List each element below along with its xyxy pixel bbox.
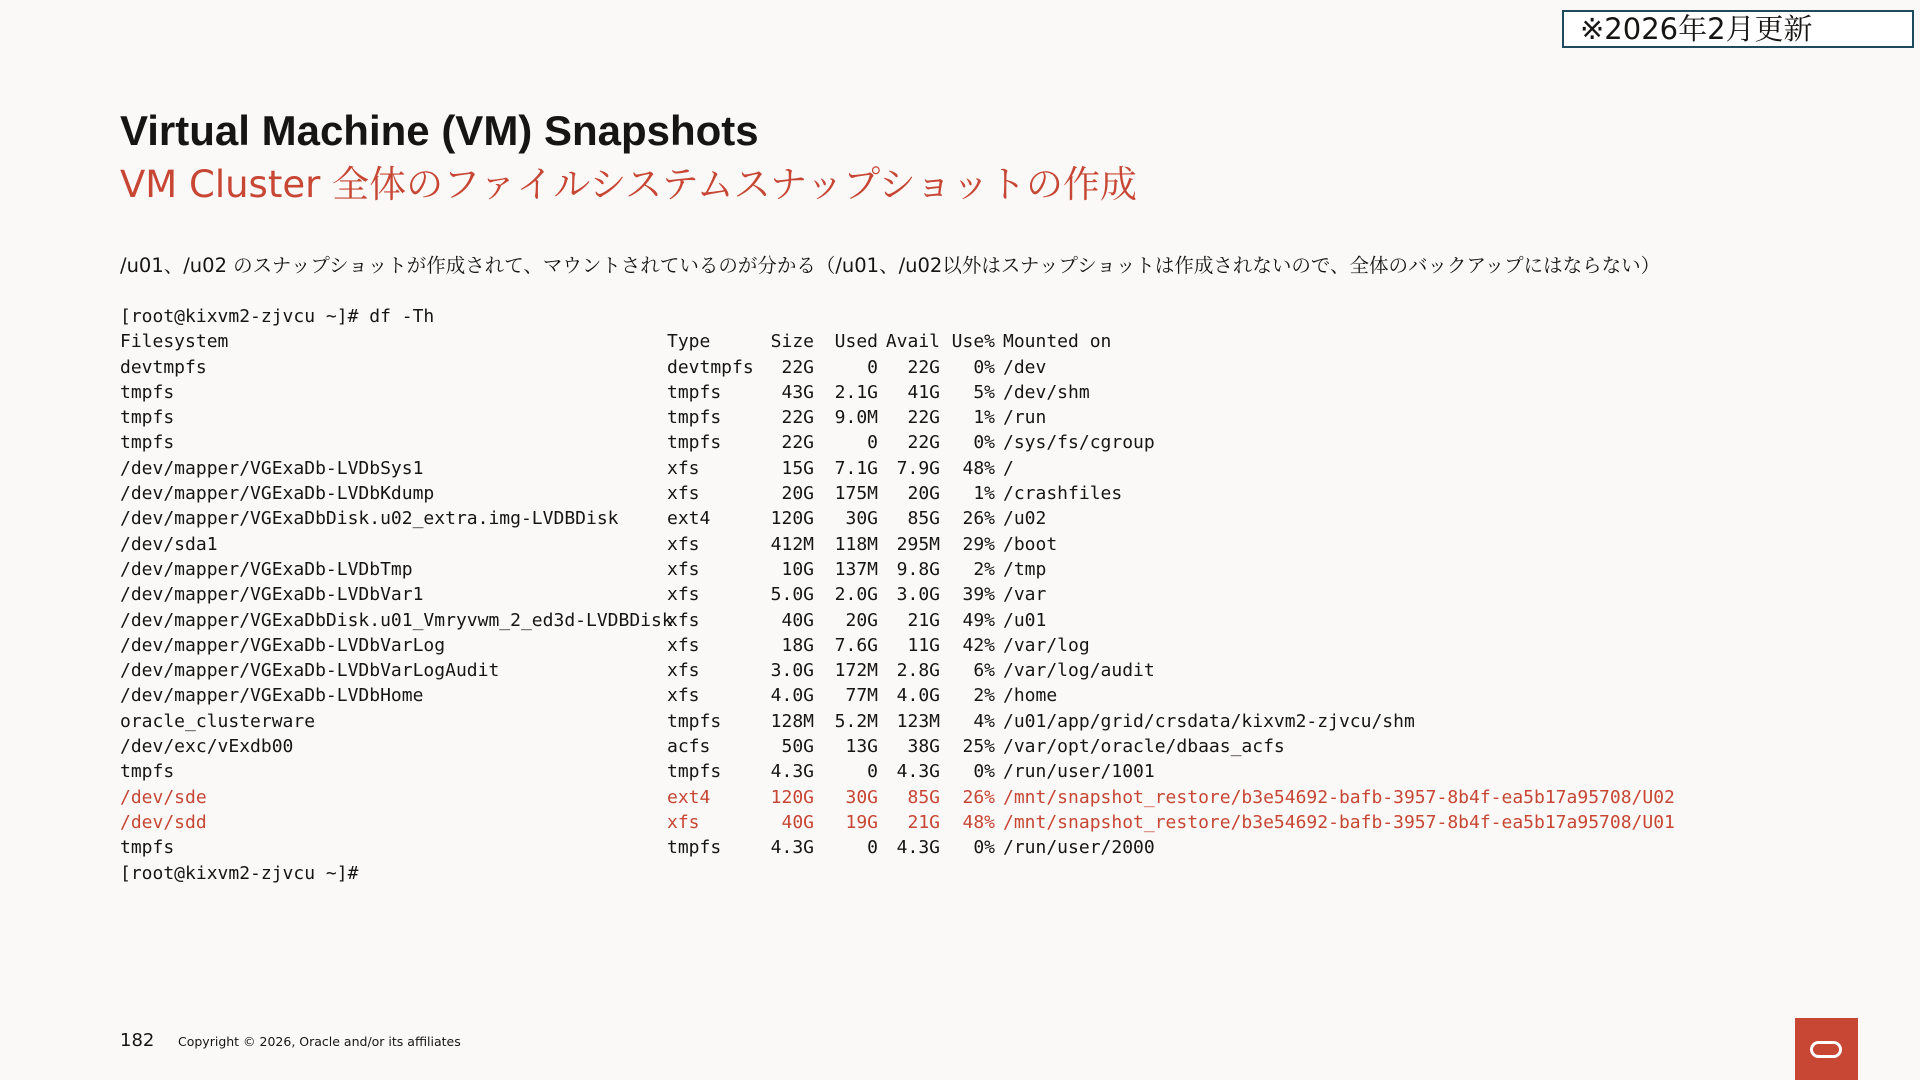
row-size: 4.0G: [770, 685, 814, 707]
row-used: 118M: [834, 533, 878, 555]
row-filesystem: tmpfs: [120, 432, 175, 454]
page-title: Virtual Machine (VM) Snapshots: [120, 107, 759, 154]
copyright-text: Copyright © 2026, Oracle and/or its affiliates: [178, 1034, 461, 1049]
row-avail: 85G: [907, 508, 940, 530]
row-type: xfs: [667, 609, 700, 631]
row-use-percent: 0%: [973, 837, 995, 859]
row-type: xfs: [667, 533, 700, 555]
row-use-percent: 0%: [973, 761, 995, 783]
row-use-percent: 1%: [973, 483, 995, 505]
row-size: 40G: [781, 609, 814, 631]
row-type: xfs: [667, 685, 700, 707]
row-type: devtmpfs: [667, 356, 754, 378]
row-filesystem: /dev/mapper/VGExaDb-LVDbTmp: [120, 558, 413, 580]
row-type: tmpfs: [667, 837, 722, 859]
row-used: 19G: [845, 811, 878, 833]
row-filesystem: tmpfs: [120, 407, 175, 429]
row-used: 7.1G: [834, 457, 878, 479]
row-avail: 22G: [907, 407, 940, 429]
header-filesystem: Filesystem: [120, 331, 229, 353]
row-mounted-on: /home: [1003, 685, 1058, 707]
row-filesystem: /dev/mapper/VGExaDb-LVDbSys1: [120, 457, 424, 479]
row-used: 13G: [845, 736, 878, 758]
row-filesystem: /dev/mapper/VGExaDb-LVDbHome: [120, 685, 424, 707]
row-mounted-on: /dev: [1003, 356, 1047, 378]
row-avail: 123M: [896, 710, 940, 732]
row-filesystem: /dev/mapper/VGExaDb-LVDbKdump: [120, 483, 435, 505]
row-used: 7.6G: [834, 634, 878, 656]
row-avail: 20G: [907, 483, 940, 505]
df-row: [120, 481, 1123, 506]
header-size: Size: [770, 331, 814, 353]
row-size: 50G: [781, 736, 814, 758]
prompt-line: [root@kixvm2-zjvcu ~]#: [120, 862, 359, 884]
row-avail: 11G: [907, 634, 940, 656]
row-used: 2.1G: [834, 381, 878, 403]
oracle-ring-shape: [1810, 1041, 1842, 1058]
row-avail: 38G: [907, 736, 940, 758]
row-use-percent: 29%: [962, 533, 995, 555]
header-used: Used: [834, 331, 878, 353]
row-filesystem: /dev/mapper/VGExaDbDisk.u02_extra.img-LVDBDisk: [120, 508, 619, 530]
df-row: [120, 734, 1285, 759]
df-row: [120, 835, 1155, 860]
row-use-percent: 42%: [962, 634, 995, 656]
row-size: 128M: [770, 710, 814, 732]
df-row: [120, 380, 1090, 405]
row-type: xfs: [667, 558, 700, 580]
row-size: 412M: [770, 533, 814, 555]
row-used: 30G: [845, 508, 878, 530]
row-mounted-on: /crashfiles: [1003, 483, 1123, 505]
row-size: 15G: [781, 457, 814, 479]
row-avail: 21G: [907, 811, 940, 833]
row-use-percent: 39%: [962, 584, 995, 606]
df-row: [120, 658, 1155, 683]
row-use-percent: 2%: [973, 558, 995, 580]
row-filesystem: tmpfs: [120, 761, 175, 783]
df-row: [120, 557, 1047, 582]
row-mounted-on: /boot: [1003, 533, 1058, 555]
row-use-percent: 5%: [973, 381, 995, 403]
df-row-snapshot: [120, 785, 1675, 810]
row-use-percent: 0%: [973, 432, 995, 454]
row-size: 43G: [781, 381, 814, 403]
row-used: 30G: [845, 786, 878, 808]
df-row: [120, 582, 1047, 607]
header-avail: Avail: [885, 331, 940, 353]
df-header-row: [120, 329, 1112, 354]
row-avail: 4.3G: [896, 761, 940, 783]
row-mounted-on: /var/opt/oracle/dbaas_acfs: [1003, 736, 1285, 758]
row-avail: 9.8G: [896, 558, 940, 580]
row-avail: 22G: [907, 356, 940, 378]
df-rows: [120, 355, 1675, 861]
row-size: 18G: [781, 634, 814, 656]
row-mounted-on: /: [1003, 457, 1014, 479]
row-use-percent: 26%: [962, 786, 995, 808]
row-size: 120G: [770, 508, 814, 530]
row-size: 40G: [781, 811, 814, 833]
row-size: 5.0G: [770, 584, 814, 606]
row-type: xfs: [667, 457, 700, 479]
df-row: [120, 759, 1155, 784]
row-type: xfs: [667, 584, 700, 606]
row-type: xfs: [667, 660, 700, 682]
row-filesystem: devtmpfs: [120, 356, 207, 378]
header-mounted: Mounted on: [1003, 331, 1112, 353]
row-filesystem: /dev/sdd: [120, 811, 207, 833]
df-row: [120, 532, 1058, 557]
row-type: acfs: [667, 736, 711, 758]
row-avail: 22G: [907, 432, 940, 454]
row-mounted-on: /var: [1003, 584, 1047, 606]
df-row: [120, 405, 1047, 430]
row-used: 77M: [845, 685, 878, 707]
row-type: tmpfs: [667, 407, 722, 429]
row-avail: 4.0G: [896, 685, 940, 707]
row-avail: 7.9G: [896, 457, 940, 479]
row-avail: 41G: [907, 381, 940, 403]
row-used: 9.0M: [834, 407, 878, 429]
row-type: tmpfs: [667, 381, 722, 403]
row-mounted-on: /u01/app/grid/crsdata/kixvm2-zjvcu/shm: [1003, 710, 1415, 732]
row-type: ext4: [667, 786, 711, 808]
row-type: tmpfs: [667, 710, 722, 732]
row-filesystem: /dev/exc/vExdb00: [120, 736, 294, 758]
row-size: 22G: [781, 407, 814, 429]
row-mounted-on: /u02: [1003, 508, 1047, 530]
row-use-percent: 2%: [973, 685, 995, 707]
row-use-percent: 49%: [962, 609, 995, 631]
df-row: [120, 683, 1058, 708]
row-use-percent: 4%: [973, 710, 995, 732]
row-use-percent: 1%: [973, 407, 995, 429]
row-type: xfs: [667, 634, 700, 656]
row-used: 0: [867, 837, 878, 859]
page-number: 182: [120, 1030, 155, 1051]
row-size: 3.0G: [770, 660, 814, 682]
row-use-percent: 6%: [973, 660, 995, 682]
update-date-badge: ※2026年2月更新: [1562, 10, 1914, 48]
row-filesystem: oracle_clusterware: [120, 710, 316, 732]
row-type: tmpfs: [667, 432, 722, 454]
row-mounted-on: /dev/shm: [1003, 381, 1090, 403]
row-avail: 21G: [907, 609, 940, 631]
row-type: ext4: [667, 508, 711, 530]
row-use-percent: 0%: [973, 356, 995, 378]
row-avail: 295M: [896, 533, 940, 555]
row-size: 4.3G: [770, 837, 814, 859]
df-row-snapshot: [120, 810, 1675, 835]
row-filesystem: /dev/sde: [120, 786, 207, 808]
row-filesystem: /dev/mapper/VGExaDb-LVDbVarLog: [120, 634, 446, 656]
row-used: 5.2M: [834, 710, 878, 732]
row-mounted-on: /sys/fs/cgroup: [1003, 432, 1155, 454]
row-filesystem: /dev/mapper/VGExaDbDisk.u01_Vmryvwm_2_ed3d-LVDBDisk: [120, 609, 673, 631]
row-used: 2.0G: [834, 584, 878, 606]
row-size: 10G: [781, 558, 814, 580]
row-use-percent: 48%: [962, 811, 995, 833]
row-mounted-on: /var/log/audit: [1003, 660, 1155, 682]
row-mounted-on: /var/log: [1003, 634, 1090, 656]
row-used: 172M: [834, 660, 878, 682]
description-text: /u01、/u02 のスナップショットが作成されて、マウントされているのが分かる（/u01、/u02以外はスナップショットは作成されないので、全体のバックアップにはならない）: [120, 254, 1661, 277]
row-mounted-on: /u01: [1003, 609, 1047, 631]
row-used: 137M: [834, 558, 878, 580]
oracle-logo-icon: [1795, 1018, 1858, 1080]
row-filesystem: tmpfs: [120, 837, 175, 859]
row-filesystem: /dev/mapper/VGExaDb-LVDbVarLogAudit: [120, 660, 500, 682]
row-mounted-on: /run/user/1001: [1003, 761, 1155, 783]
row-use-percent: 26%: [962, 508, 995, 530]
df-row: [120, 633, 1090, 658]
row-size: 22G: [781, 356, 814, 378]
row-size: 22G: [781, 432, 814, 454]
row-size: 20G: [781, 483, 814, 505]
df-row: [120, 506, 1047, 531]
row-use-percent: 48%: [962, 457, 995, 479]
row-filesystem: tmpfs: [120, 381, 175, 403]
row-used: 175M: [834, 483, 878, 505]
row-used: 0: [867, 432, 878, 454]
command-line: [root@kixvm2-zjvcu ~]# df -Th: [120, 306, 435, 327]
df-row: [120, 430, 1155, 455]
row-filesystem: /dev/sda1: [120, 533, 218, 555]
row-avail: 85G: [907, 786, 940, 808]
header-type: Type: [667, 331, 711, 353]
df-row: [120, 355, 1047, 380]
row-type: xfs: [667, 811, 700, 833]
row-type: tmpfs: [667, 761, 722, 783]
row-size: 4.3G: [770, 761, 814, 783]
df-row: [120, 608, 1047, 633]
header-use: Use%: [951, 331, 995, 353]
row-mounted-on: /run/user/2000: [1003, 837, 1155, 859]
row-mounted-on: /mnt/snapshot_restore/b3e54692-bafb-3957-8b4f-ea5b17a95708/U02: [1003, 786, 1675, 808]
row-used: 0: [867, 356, 878, 378]
row-mounted-on: /run: [1003, 407, 1047, 429]
df-row: [120, 456, 1014, 481]
terminal-output: [120, 304, 1675, 886]
row-filesystem: /dev/mapper/VGExaDb-LVDbVar1: [120, 584, 424, 606]
row-avail: 3.0G: [896, 584, 940, 606]
row-avail: 2.8G: [896, 660, 940, 682]
row-mounted-on: /tmp: [1003, 558, 1047, 580]
df-row: [120, 709, 1415, 734]
row-used: 20G: [845, 609, 878, 631]
row-type: xfs: [667, 483, 700, 505]
row-used: 0: [867, 761, 878, 783]
row-size: 120G: [770, 786, 814, 808]
row-mounted-on: /mnt/snapshot_restore/b3e54692-bafb-3957-8b4f-ea5b17a95708/U01: [1003, 811, 1675, 833]
page-subtitle: VM Cluster 全体のファイルシステムスナップショットの作成: [120, 163, 1138, 206]
row-use-percent: 25%: [962, 736, 995, 758]
row-avail: 4.3G: [896, 837, 940, 859]
